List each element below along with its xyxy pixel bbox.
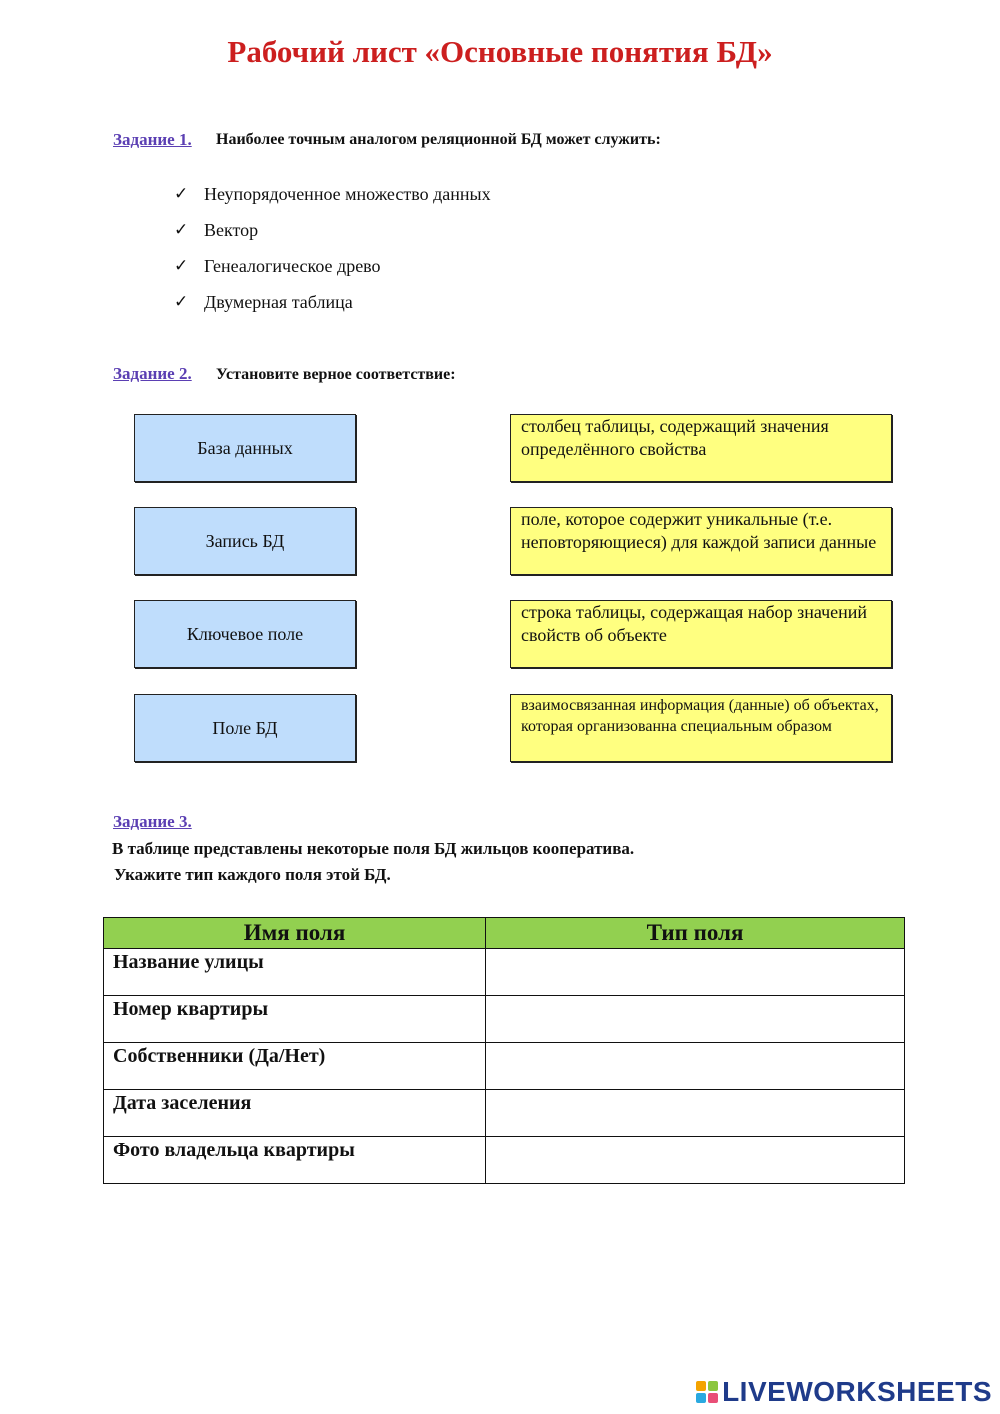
checkmark-icon: ✓ [174, 292, 189, 311]
field-type-answer-cell[interactable] [486, 996, 905, 1043]
field-name-cell: Номер квартиры [104, 996, 486, 1043]
option-item[interactable] [174, 284, 491, 320]
task2-question: Установите верное соответствие: [216, 366, 456, 383]
field-type-answer-cell[interactable] [486, 949, 905, 996]
logo-mark-icon [696, 1381, 718, 1403]
table-row [104, 949, 905, 996]
field-name-cell: Фото владельца квартиры [104, 1137, 486, 1184]
field-type-table [103, 917, 905, 1184]
option-label: Генеалогическое древо [204, 255, 381, 276]
page-title: Рабочий лист «Основные понятия БД» [227, 34, 773, 69]
column-header-type: Тип поля [486, 918, 905, 949]
table-row [104, 1137, 905, 1184]
definition-box-column[interactable]: столбец таблицы, содержащий значения определённого свойства [510, 414, 892, 482]
checkmark-icon: ✓ [174, 220, 189, 239]
field-type-answer-cell[interactable] [486, 1137, 905, 1184]
table-row [104, 1043, 905, 1090]
term-box-field[interactable]: Поле БД [134, 694, 356, 762]
option-label: Двумерная таблица [204, 291, 353, 312]
term-box-key-field[interactable]: Ключевое поле [134, 600, 356, 668]
definition-box-row[interactable]: строка таблицы, содержащая набор значений свойств об объекте [510, 600, 892, 668]
option-item[interactable] [174, 176, 491, 212]
task3-instruction: Укажите тип каждого поля этой БД. [114, 865, 391, 884]
table-row [104, 996, 905, 1043]
checkmark-icon: ✓ [174, 256, 189, 275]
term-box-record[interactable]: Запись БД [134, 507, 356, 575]
field-name-cell: Дата заселения [104, 1090, 486, 1137]
table-header-row [104, 918, 905, 949]
task2-label: Задание 2. [113, 364, 192, 383]
field-type-answer-cell[interactable] [486, 1090, 905, 1137]
option-label: Неупорядоченное множество данных [204, 183, 491, 204]
task1-label: Задание 1. [113, 130, 192, 149]
term-box-database[interactable]: База данных [134, 414, 356, 482]
field-type-answer-cell[interactable] [486, 1043, 905, 1090]
brand-name: LIVEWORKSHEETS [722, 1376, 992, 1407]
task3-label: Задание 3. [113, 812, 192, 831]
task3-description: В таблице представлены некоторые поля БД жильцов кооператива. [112, 839, 635, 858]
field-name-cell: Собственники (Да/Нет) [104, 1043, 486, 1090]
option-item[interactable] [174, 212, 491, 248]
checkmark-icon: ✓ [174, 184, 189, 203]
column-header-name: Имя поля [104, 918, 486, 949]
table-row [104, 1090, 905, 1137]
definition-box-info[interactable]: взаимосвязанная информация (данные) об объектах, которая организованна специальным образом [510, 694, 892, 762]
field-name-cell: Название улицы [104, 949, 486, 996]
task1-options [174, 176, 491, 320]
definition-box-unique[interactable]: поле, которое содержит уникальные (т.е. неповторяющиеся) для каждой записи данные [510, 507, 892, 575]
liveworksheets-logo [696, 1376, 992, 1408]
task1-question: Наиболее точным аналогом реляционной БД может служить: [216, 131, 661, 148]
option-item[interactable] [174, 248, 491, 284]
option-label: Вектор [204, 219, 259, 240]
